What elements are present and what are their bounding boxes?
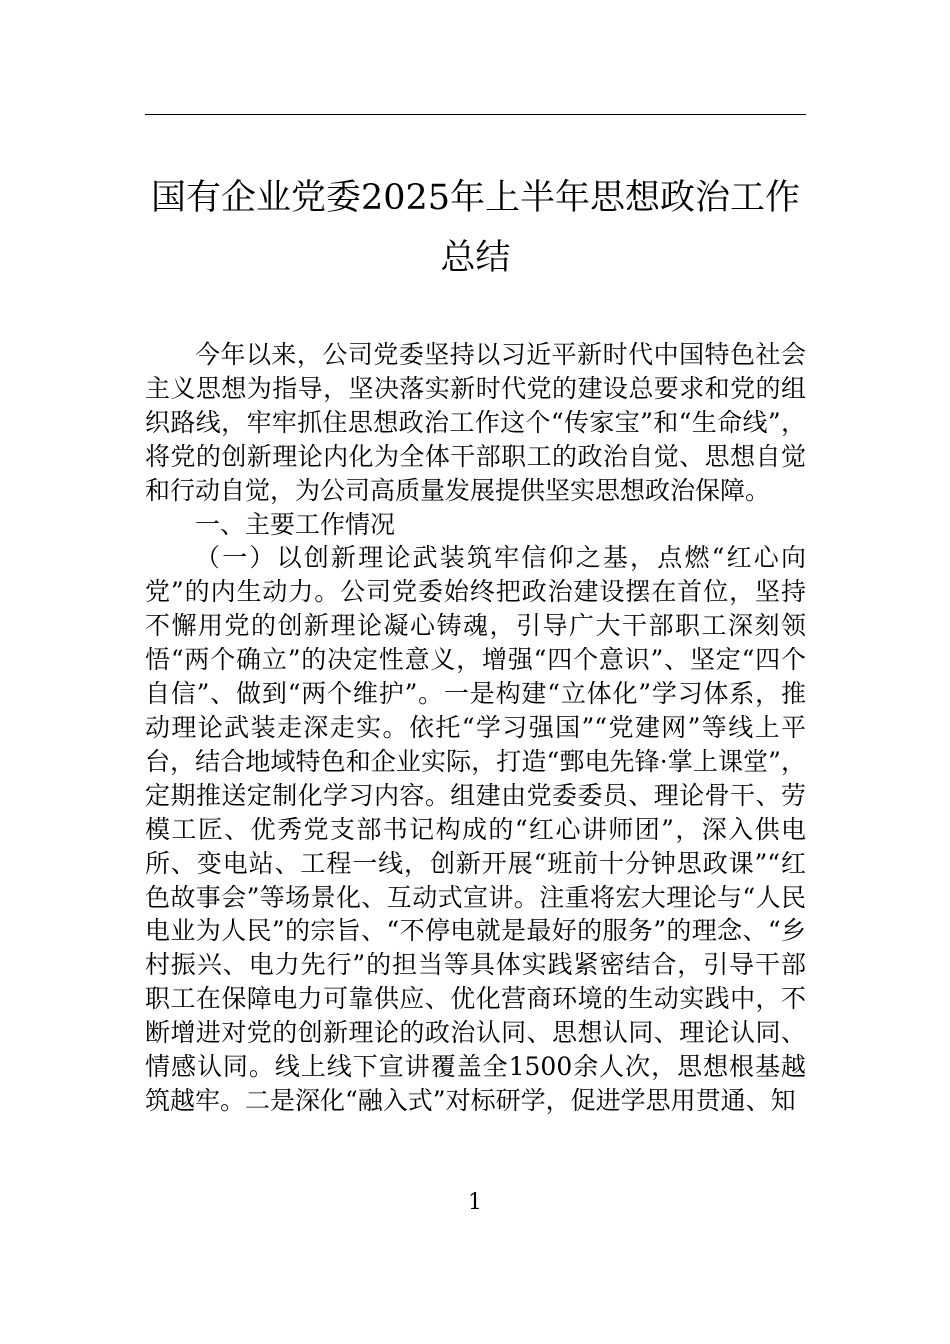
body-paragraph: （一）以创新理论武装筑牢信仰之基，点燃“红心向党”的内生动力。公司党委始终把政治建设摆在首位，坚持不懈用党的创新理论凝心铸魂，引导广大干部职工深刻领悟“两个确立”的决定性意义，增强“四个意识”、坚定“四个自信”、做到“两个维护”。一是构建“立体化”学习体系，推动理论武装走深走实。依托“学习强国”“党建网”等线上平台，结合地域特色和企业实际，打造“鄄电先锋·掌上课堂”，定期推送定制化学习内容。组建由党委委员、理论骨干、劳模工匠、优秀党支部书记构成的“红心讲师团”，深入供电所、变电站、工程一线，创新开展“班前十分钟思政课”“红色故事会”等场景化、互动式宣讲。注重将宏大理论与“人民电业为人民”的宗旨、“不停电就是最好的服务”的理念、“乡村振兴、电力先行”的担当等具体实践紧密结合，引导干部职工在保障电力可靠供应、优化营商环境的生动实践中，不断增进对党的创新理论的政治认同、思想认同、理论认同、情感认同。线上线下宣讲覆盖全1500余人次，思想根基越筑越牢。二是深化“融入式”对标研学，促进学思用贯通、知: [145, 543, 806, 1115]
document-body: [145, 338, 806, 1118]
intro-paragraph: 今年以来，公司党委坚持以习近平新时代中国特色社会主义思想为指导，坚决落实新时代党的建设总要求和党的组织路线，牢牢抓住思想政治工作这个“传家宝”和“生命线”，将党的创新理论内化为全体干部职工的政治自觉、思想自觉和行动自觉，为公司高质量发展提供坚实思想政治保障。: [145, 340, 806, 505]
document-title: 国有企业党委2025年上半年思想政治工作总结: [150, 178, 801, 278]
header-rule: [145, 114, 806, 115]
page-number: 1: [468, 1190, 482, 1215]
section-heading: 一、主要工作情况: [195, 509, 396, 539]
